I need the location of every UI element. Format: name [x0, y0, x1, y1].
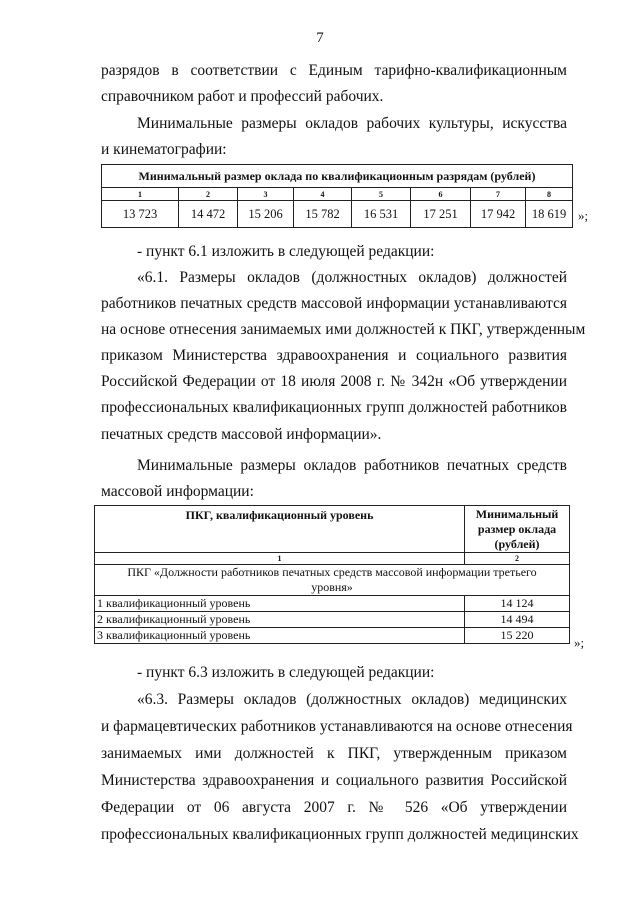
table1-col-number: 6	[411, 188, 471, 201]
table1-header: Минимальный размер оклада по квалификационным разрядам (рублей)	[102, 165, 573, 188]
table2-col2-header-line: Минимальный	[475, 506, 559, 521]
paragraph-line: - пункт 6.3 изложить в следующей редакции:	[137, 664, 435, 681]
table2-group-header	[95, 565, 570, 596]
paragraph-line: профессиональных квалификационных групп должностей медицинских	[101, 826, 579, 843]
paragraph-line: Российской Федерации от 18 июля 2008 г. № 342н «Об утверждении	[101, 373, 567, 390]
salary-grade-table	[101, 164, 573, 228]
table2-col2-header	[465, 506, 570, 553]
table2-col2-header-line: (рублей)	[494, 536, 540, 551]
table1-value: 13 723	[102, 201, 179, 228]
paragraph-line: приказом Министерства здравоохранения и социального развития	[101, 347, 567, 364]
table1-col-number: 5	[352, 188, 411, 201]
table2-col1-header: ПКГ, квалификационный уровень	[95, 506, 465, 553]
table2-closing-quote: »;	[574, 635, 585, 650]
paragraph-line: профессиональных квалификационных групп должностей работников	[101, 399, 567, 416]
table1-col-number: 1	[102, 188, 179, 201]
table1-value: 18 619	[526, 201, 573, 228]
print-media-salary-table	[94, 505, 570, 644]
table-row	[95, 628, 570, 644]
paragraph-line: «6.1. Размеры окладов (должностных окладов) должностей	[137, 269, 567, 286]
paragraph-line: справочником работ и профессий рабочих.	[101, 88, 384, 105]
table2-amount: 14 494	[465, 612, 570, 628]
table2-level: 2 квалификационный уровень	[95, 612, 465, 628]
table1-col-number: 4	[294, 188, 352, 201]
table1-value: 17 251	[411, 201, 471, 228]
table2-group-line: ПКГ «Должности работников печатных средств массовой информации третьего	[127, 565, 537, 579]
table2-col2-header-line: размер оклада	[477, 521, 557, 536]
table2-level: 3 квалификационный уровень	[95, 628, 465, 644]
paragraph-line: Министерства здравоохранения и социального развития Российской	[101, 772, 567, 789]
paragraph-line: Федерации от 06 августа 2007 г. № 526 «Об утверждении	[101, 799, 567, 816]
paragraph-line: и фармацевтических работников устанавливаются на основе отнесения	[101, 718, 573, 735]
table2-amount: 15 220	[465, 628, 570, 644]
table2-col-number: 1	[95, 553, 465, 565]
paragraph-line: и кинематографии:	[101, 141, 227, 158]
paragraph-line: «6.3. Размеры окладов (должностных окладов) медицинских	[137, 691, 567, 708]
paragraph-line: печатных средств массовой информации».	[101, 426, 382, 443]
table1-col-number: 8	[526, 188, 573, 201]
table2-group-line: уровня»	[311, 580, 353, 594]
table1-col-number: 3	[238, 188, 294, 201]
page-number: 7	[316, 30, 324, 46]
paragraph-line: массовой информации:	[101, 483, 254, 500]
table1-value: 17 942	[471, 201, 526, 228]
paragraph-line: Минимальные размеры окладов работников печатных средств	[137, 457, 567, 474]
table2-amount: 14 124	[465, 596, 570, 612]
table1-col-number: 2	[179, 188, 238, 201]
table1-col-number: 7	[471, 188, 526, 201]
paragraph-line: занимаемых ими должностей к ПКГ, утвержденным приказом	[101, 745, 567, 762]
table-row	[95, 612, 570, 628]
paragraph-line: разрядов в соответствии с Единым тарифно-квалификационным	[101, 62, 567, 79]
table1-value: 15 206	[238, 201, 294, 228]
paragraph-line: Минимальные размеры окладов рабочих культуры, искусства	[137, 115, 567, 132]
table2-level: 1 квалификационный уровень	[95, 596, 465, 612]
table1-value: 14 472	[179, 201, 238, 228]
table2-col-number: 2	[465, 553, 570, 565]
paragraph-line: работников печатных средств массовой информации устанавливаются	[101, 295, 567, 312]
table-row	[95, 596, 570, 612]
table1-value: 15 782	[294, 201, 352, 228]
paragraph-line: на основе отнесения занимаемых ими должностей к ПКГ, утвержденным	[101, 321, 586, 338]
table1-value: 16 531	[352, 201, 411, 228]
paragraph-line: - пункт 6.1 изложить в следующей редакции:	[137, 243, 435, 260]
table1-closing-quote: »;	[578, 208, 589, 223]
